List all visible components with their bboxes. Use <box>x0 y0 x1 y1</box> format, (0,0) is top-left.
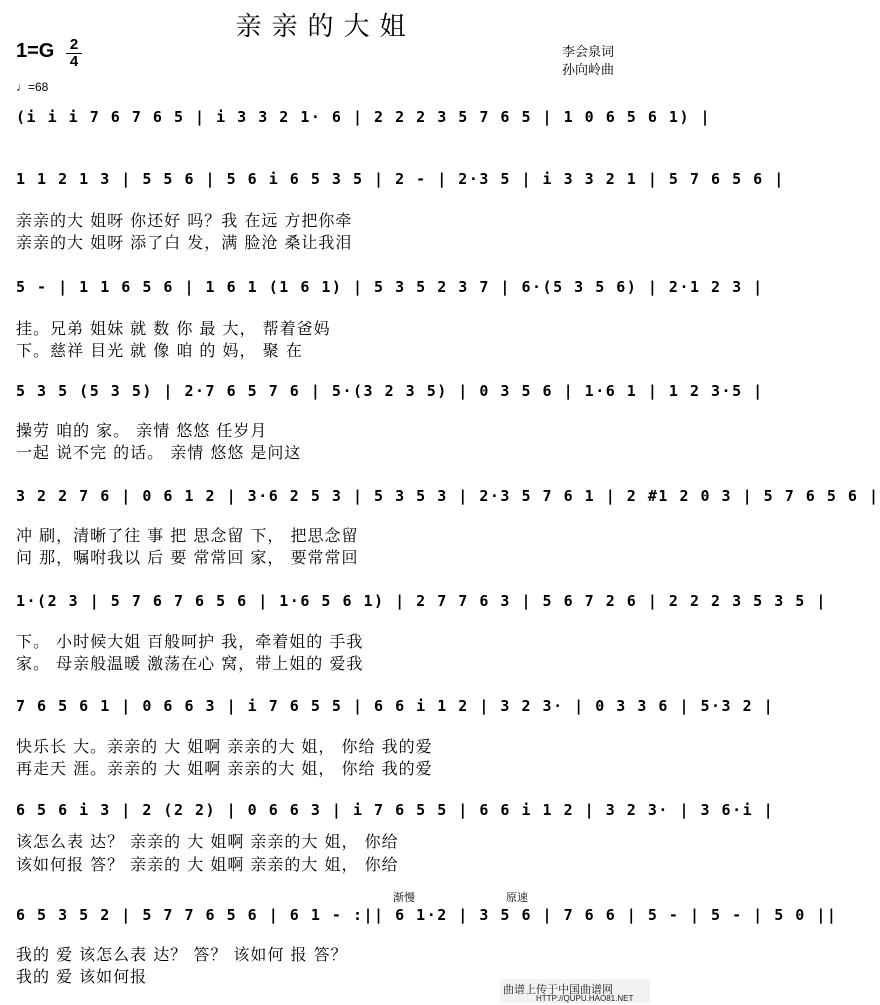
lyric-verse1-line-2: 亲亲的大 姐呀 你还好 吗？我 在远 方把你牵 <box>16 211 353 230</box>
notation-line-3: 5 - | 1 1 6 5 6 | 1 6 1 (1 6 1) | 5 3 5 2 3 7 | 6·(5 3 5 6) | 2·1 2 3 | <box>16 278 764 296</box>
notation-line-8: 6 5 6 i 3 | 2 (2 2) | 0 6 6 3 | i 7 6 5 5 | 6 6 i 1 2 | 3 2 3· | 3 6·i | <box>16 801 775 819</box>
lyric-verse1-line-4: 操劳 咱的 家。 亲情 悠悠 任岁月 <box>16 421 268 440</box>
time-signature-bottom: 4 <box>69 53 79 70</box>
lyric-verse2-line-5: 问 那，嘱咐我以 后 要 常常回 家， 要常常回 <box>16 548 359 567</box>
lyric-verse2-line-6: 家。 母亲般温暖 激荡在心 窝，带上姐的 爱我 <box>16 654 364 673</box>
lyric-verse2-line-4: 一起 说不完 的话。 亲情 悠悠 是问这 <box>16 443 302 462</box>
lyric-verse2-line-3: 下。慈祥 目光 就 像 咱 的 妈， 聚 在 <box>16 341 303 360</box>
lyricist-credit: 李会泉词 <box>562 45 615 60</box>
lyric-verse1-line-9: 我的 爱 该怎么表 达？ 答？ 该如何 报 答？ <box>16 945 348 964</box>
page-title: 亲亲的大姐 <box>235 12 416 42</box>
lyric-verse1-line-5: 冲 刷，清晰了往 事 把 思念留 下， 把思念留 <box>16 526 359 545</box>
lyric-verse2-line-9: 我的 爱 该如何报 <box>16 967 148 986</box>
notation-line-2: 1 1 2 1 3 | 5 5 6 | 5 6 i 6 5 3 5 | 2 - | 2·3 5 | i 3 3 2 1 | 5 7 6 5 6 | <box>16 170 785 188</box>
notation-line-7: 7 6 5 6 1 | 0 6 6 3 | i 7 6 5 5 | 6 6 i 1 2 | 3 2 3· | 0 3 3 6 | 5·3 2 | <box>16 697 775 715</box>
lyric-verse2-line-8: 该如何报 答？ 亲亲的 大 姐啊 亲亲的大 姐， 你给 <box>16 855 399 874</box>
gradual-slow-marking: 渐慢 <box>393 891 415 904</box>
lyric-verse1-line-3: 挂。兄弟 姐妹 就 数 你 最 大， 帮着爸妈 <box>16 319 331 338</box>
footer-upload-text: 曲谱上传于中国曲谱网 <box>503 983 613 996</box>
footer-site-url: HTTP://QUPU.HAO81.NET <box>536 994 634 1003</box>
time-signature-top: 2 <box>69 36 79 53</box>
tempo-marking: ♩=68 <box>16 80 49 94</box>
notation-line-4: 5 3 5 (5 3 5) | 2·7 6 5 7 6 | 5·(3 2 3 5) | 0 3 5 6 | 1·6 1 | 1 2 3·5 | <box>16 382 764 400</box>
composer-credit: 孙向岭曲 <box>562 63 615 78</box>
original-tempo-marking: 原速 <box>506 891 528 904</box>
lyric-verse1-line-7: 快乐长 大。亲亲的 大 姐啊 亲亲的大 姐， 你给 我的爱 <box>16 737 433 756</box>
notation-line-5: 3 2 2 7 6 | 0 6 1 2 | 3·6 2 5 3 | 5 3 5 3 | 2·3 5 7 6 1 | 2 #1 2 0 3 | 5 7 6 5 6 | <box>16 487 880 505</box>
lyric-verse2-line-7: 再走天 涯。亲亲的 大 姐啊 亲亲的大 姐， 你给 我的爱 <box>16 759 433 778</box>
notation-line-9: 6 5 3 5 2 | 5 7 7 6 5 6 | 6 1 - :|| 6 1·2 | 3 5 6 | 7 6 6 | 5 - | 5 - | 5 0 || <box>16 906 838 924</box>
key-signature: 1=G <box>16 40 55 62</box>
lyric-verse2-line-2: 亲亲的大 姐呀 添了白 发，满 脸沧 桑让我泪 <box>16 233 353 252</box>
lyric-verse1-line-6: 下。 小时候大姐 百般呵护 我，牵着姐的 手我 <box>16 632 364 651</box>
lyric-verse1-line-8: 该怎么表 达？ 亲亲的 大 姐啊 亲亲的大 姐， 你给 <box>16 832 399 851</box>
notation-line-1: (i i i 7 6 7 6 5 | i 3 3 2 1· 6 | 2 2 2 3 5 7 6 5 | 1 0 6 5 6 1) | <box>16 108 712 126</box>
notation-line-6: 1·(2 3 | 5 7 6 7 6 5 6 | 1·6 5 6 1) | 2 7 7 6 3 | 5 6 7 2 6 | 2 2 2 3 5 3 5 | <box>16 592 827 610</box>
time-signature <box>66 38 82 69</box>
